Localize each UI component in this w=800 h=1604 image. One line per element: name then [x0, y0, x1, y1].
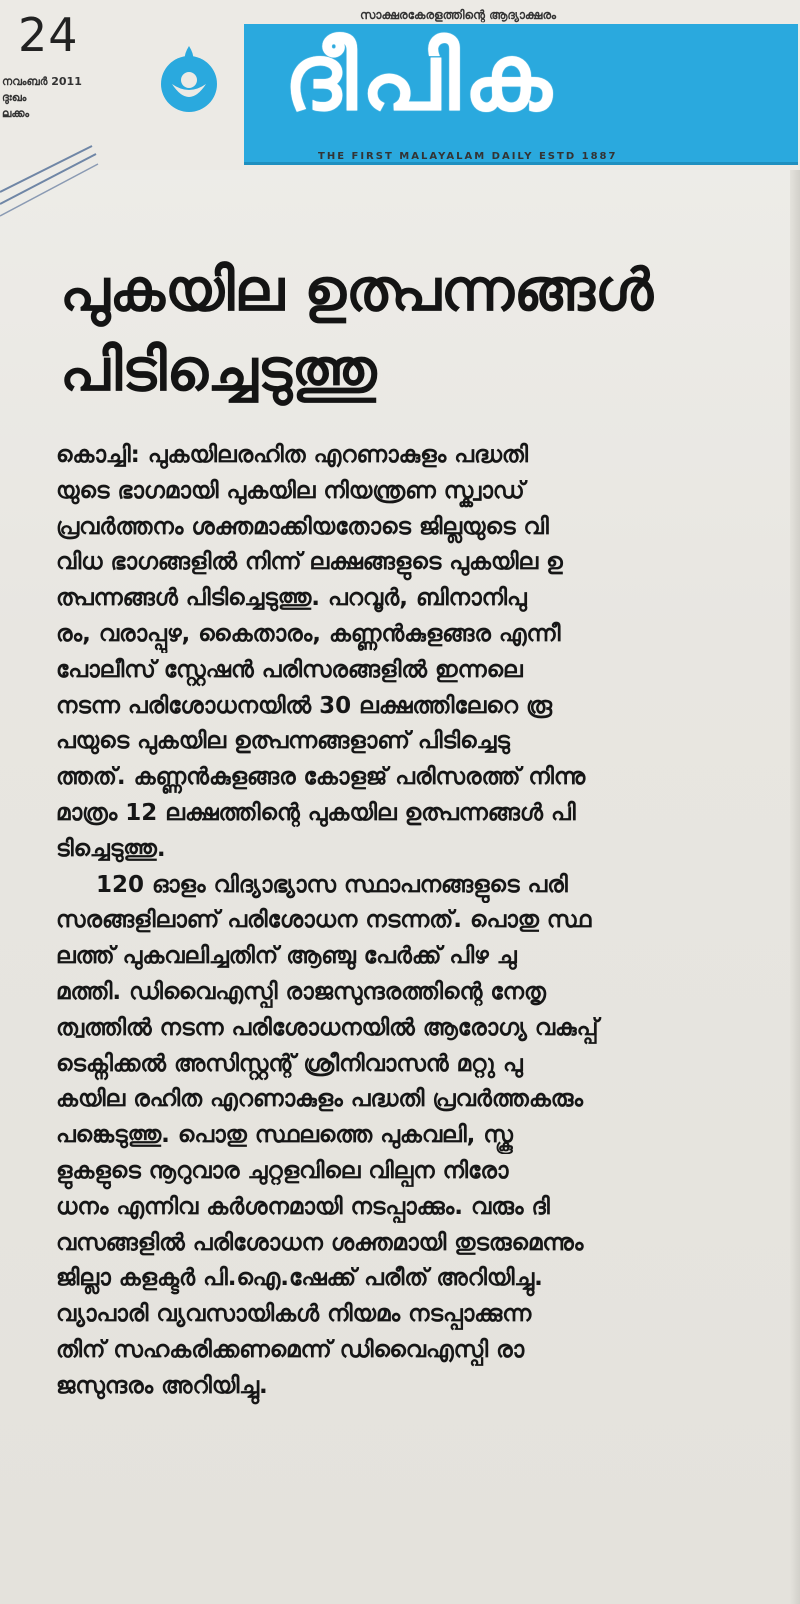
- headline: [60, 250, 760, 410]
- body-line: വ്യാപാരി വ്യവസായികൾ നിയമം നടപ്പാക്കുന്ന: [56, 1301, 532, 1328]
- body-line: ധനം എന്നിവ കർശനമായി നടപ്പാക്കും. വരും ദി: [56, 1193, 550, 1220]
- issue-line-2: ലക്കം: [2, 107, 30, 120]
- body-line: ടെക്നിക്കൽ അസിസ്റ്റന്റ് ശ്രീനിവാസൻ മറ്റു പു: [56, 1050, 523, 1077]
- body-line: ടിച്ചെടുത്തു.: [56, 835, 166, 862]
- body-line: ത്തത്. കണ്ണൻകുളങ്ങര കോളജ് പരിസരത്ത് നിന്നു: [56, 764, 586, 791]
- body-line: വസങ്ങളിൽ പരിശോധന ശക്തമായി തുടരുമെന്നും: [56, 1229, 584, 1256]
- body-line: ളുകളുടെ നൂറുവാര ചുറ്റളവിലെ വില്പന നിരോ: [56, 1157, 509, 1184]
- body-line: യുടെ ഭാഗമായി പുകയില നിയന്ത്രണ സ്ക്വാഡ്: [56, 477, 525, 504]
- body-line: പോലീസ് സ്റ്റേഷൻ പരിസരങ്ങളിൽ ഇന്നലെ: [56, 656, 523, 683]
- logo-subtitle: THE FIRST MALAYALAM DAILY ESTD 1887: [318, 151, 618, 162]
- body-line: ജില്ലാ കളക്ടർ പി.ഐ.ഷേക്ക് പരീത് അറിയിച്ചു.: [56, 1265, 543, 1292]
- body-line: മാത്രം 12 ലക്ഷത്തിന്റെ പുകയില ഉത്പന്നങ്ങൾ പി: [56, 799, 576, 826]
- body-line: രം, വരാപ്പുഴ, കൈതാരം, കണ്ണൻകുളങ്ങര എന്നീ: [56, 620, 561, 647]
- body-line: പങ്കെടുത്തു. പൊതു സ്ഥലത്തെ പുകവലി, സ്കൂ: [56, 1122, 513, 1149]
- body-line: ത്വത്തിൽ നടന്ന പരിശോധനയിൽ ആരോഗ്യ വകുപ്പ്: [56, 1014, 599, 1041]
- issue-info: [2, 74, 152, 122]
- article-body: [56, 438, 778, 1405]
- paper-edge: [790, 170, 800, 1604]
- body-line: തിന് സഹകരിക്കണമെന്ന് ഡിവൈഎസ്പി രാ: [56, 1336, 525, 1363]
- body-line: പയുടെ പുകയില ഉത്പന്നങ്ങളാണ് പിടിച്ചെടു: [56, 728, 510, 755]
- masthead: [0, 0, 800, 170]
- body-line: ത്പന്നങ്ങൾ പിടിച്ചെടുത്തു. പറവൂർ, ബിനാനിപു: [56, 585, 527, 612]
- lamp-logo-icon: [158, 38, 220, 122]
- body-line: നടന്ന പരിശോധനയിൽ 30 ലക്ഷത്തിലേറെ രൂ: [56, 692, 552, 719]
- newspaper-logo: [244, 24, 798, 165]
- body-line: കയില രഹിത എറണാകുളം പദ്ധതി പ്രവർത്തകരും: [56, 1086, 584, 1113]
- body-line: ജസുന്ദരം അറിയിച്ചു.: [56, 1372, 268, 1399]
- body-line: വിധ ഭാഗങ്ങളിൽ നിന്ന് ലക്ഷങ്ങളുടെ പുകയില ഉ: [56, 549, 563, 576]
- page-number: 24: [18, 8, 79, 62]
- body-line: കൊച്ചി: പുകയിലരഹിത എറണാകുളം പദ്ധതി: [56, 442, 528, 468]
- body-line: സരങ്ങളിലാണ് പരിശോധന നടന്നത്. പൊതു സ്ഥ: [56, 907, 592, 934]
- headline-line: പിടിച്ചെടുത്തു: [60, 336, 377, 404]
- body-line: ലത്ത് പുകവലിച്ചതിന് ആഞ്ചു പേർക്ക് പിഴ ചു: [56, 943, 517, 970]
- logo-text: ദീപിക: [284, 24, 556, 131]
- body-line: മത്തി. ഡിവൈഎസ്പി രാജസുന്ദരത്തിന്റെ നേതൃ: [56, 978, 546, 1005]
- tagline: സാക്ഷരകേരളത്തിന്റെ ആദ്യാക്ഷരം: [360, 8, 557, 22]
- headline-line: പുകയില ഉത്പന്നങ്ങൾ: [60, 256, 654, 324]
- body-line: പ്രവർത്തനം ശക്തമാക്കിയതോടെ ജില്ലയുടെ വി: [56, 513, 549, 540]
- fold-lines-icon: [0, 140, 100, 230]
- issue-line-1: ദുഃഖം: [2, 91, 27, 104]
- body-line: 120 ഓളം വിദ്യാഭ്യാസ സ്ഥാപനങ്ങളുടെ പരി: [96, 871, 568, 898]
- date-line: നവംബർ 2011: [2, 75, 82, 88]
